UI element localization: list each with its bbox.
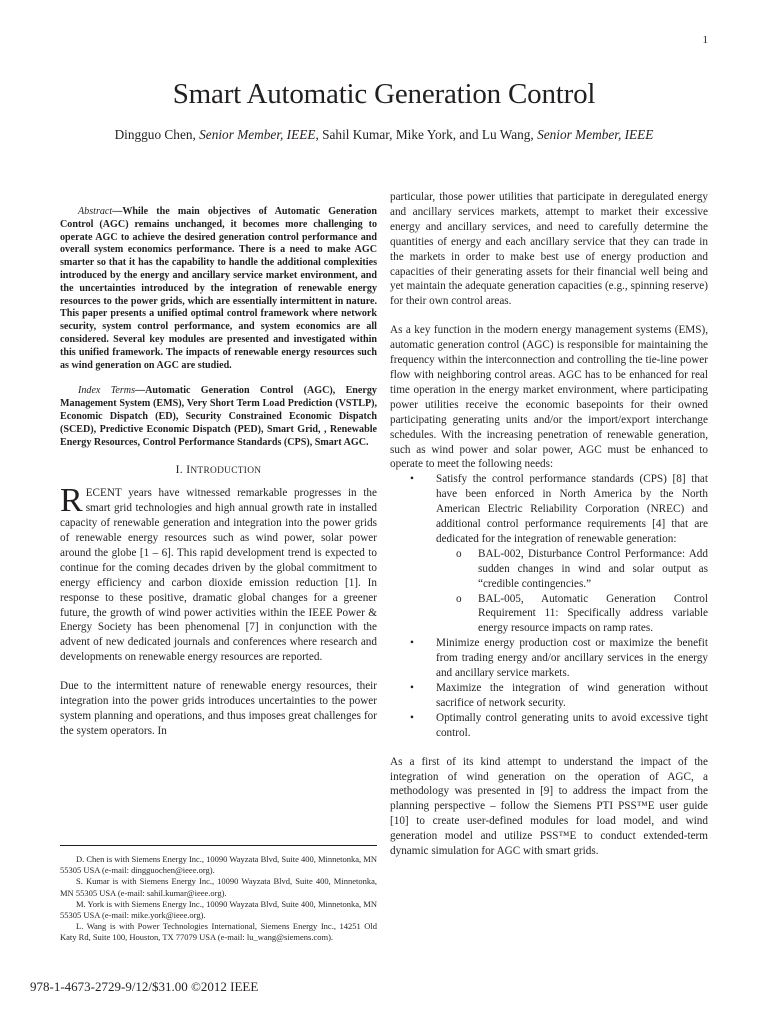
footnotes <box>60 845 377 944</box>
intro-paragraph-1-text: ECENT years have witnessed remarkable progresses in the smart grid technologies and high annual growth rate in installed capacity of renewable generation and integration into the power grids of renewable energy resources such as wind power, solar power around the globe [1 – 6]. This rapid development trend is expected to continue for the coming decades driven by the global commitment to energy efficiency and carbon dioxide emission reduction [1]. In response to these positive, dramatic global changes for a greener future, the growth of wind power activities within the IEEE Power & Energy Society has been phenomenal [7] in conjunction with the advent of new dedicated journals and conferences where research and developments on renewable energy resources are reported. <box>60 487 377 664</box>
footnote-wang: L. Wang is with Power Technologies International, Siemens Energy Inc., 14251 Old Katy Rd, Suite 100, Houston, TX 77079 USA (e-mail: lu_wang@siemens.com). <box>60 921 377 943</box>
section-heading-introduction <box>60 463 377 479</box>
paper-title: Smart Automatic Generation Control <box>172 78 596 110</box>
sub-list-item-text: BAL-005, Automatic Generation Control Requirement 11: Specifically address variable energy resource impacts on ramp rates. <box>478 592 708 635</box>
sub-list-item <box>390 547 708 592</box>
list-item <box>390 472 708 636</box>
sub-list <box>390 547 708 636</box>
list-item-text: Minimize energy production cost or maximize the benefit from trading energy and/or ancillary services in the energy and ancillary service markets. <box>436 637 708 680</box>
footnote-kumar: S. Kumar is with Siemens Energy Inc., 10090 Wayzata Blvd, Suite 400, Minnetonka, MN 55305 USA (e-mail: sahil.kumar@ieee.org). <box>60 876 377 898</box>
right-column <box>390 190 708 859</box>
drop-cap: R <box>60 482 83 520</box>
author-1: Dingguo Chen, <box>114 127 200 142</box>
author-4-role: Senior Member, IEEE <box>537 127 654 142</box>
right-paragraph-1: particular, those power utilities that participate in deregulated energy and ancillary services markets, attempt to market their excessive energy and ancillary services, and need to carefully determine the quantities of energy and each ancillary service that they can trade in the markets in order to make best use of energy production and capacities of their generating assets for their financial well being and yet maintain the adequate generation capacities (e.g., spinning reserve) for their own control areas. <box>390 191 708 308</box>
intro-paragraph-2: Due to the intermittent nature of renewable energy resources, their integration into the power grids introduces uncertainties to the power system planning and operations, and thus imposes great challenges for the system operators. In <box>60 680 377 737</box>
circle-bullet-icon: o <box>456 547 462 560</box>
footnote-chen: D. Chen is with Siemens Energy Inc., 10090 Wayzata Blvd, Suite 400, Minnetonka, MN 55305 USA (e-mail: dingguochen@ieee.org). <box>60 854 377 876</box>
copyright-notice: 978-1-4673-2729-9/12/$31.00 ©2012 IEEE <box>30 979 259 994</box>
right-paragraph-3: As a first of its kind attempt to understand the impact of the integration of wind generation on the operation of AGC, a methodology was presented in [9] to address the impact from the planning perspective – follow the Siemens PTI PSS™E user guide [10] to create user-defined modules for load model, and wind generation model and utilize PSS™E to conduct extended-term dynamic simulation for AGC with smart grids. <box>390 755 708 858</box>
section-numeral: I. <box>175 463 187 477</box>
author-others: , Sahil Kumar, Mike York, and Lu Wang, <box>315 127 538 142</box>
bullet-icon: • <box>410 682 414 694</box>
footnote-york: M. York is with Siemens Energy Inc., 10090 Wayzata Blvd, Suite 400, Minnetonka, MN 55305 USA (e-mail: mike.york@ieee.org). <box>60 898 377 921</box>
index-terms <box>60 385 377 449</box>
index-terms-label: Index Terms <box>78 385 136 397</box>
bullet-icon: • <box>410 473 414 486</box>
right-paragraph-2: As a key function in the modern energy management systems (EMS), automatic generation control (AGC) is responsible for maintaining the frequency within the interconnection and controlling the tie-line power flow with neighboring control areas. AGC has to be enhanced for real time operation in the energy market environment, where participating power utilities receive the economic basepoints for their owned participating generating units and/or the import/export interchange schedules. With the increasing penetration of renewable generation, such as wind power and solar power, AGC must be enhanced to operate to meet the following needs: <box>390 324 708 471</box>
list-item <box>390 711 708 741</box>
section-title-rest: NTRODUCTION <box>190 466 262 477</box>
list-item-text: Satisfy the control performance standards (CPS) [8] that have been enforced in North America by the North American Electric Reliability Corporation (NREC) and additional control performance requirements [4] that are dedicated for the integration of renewable generation: <box>436 473 708 545</box>
list-item <box>390 636 708 681</box>
left-column <box>60 206 377 739</box>
abstract-text: —While the main objectives of Automatic Generation Control (AGC) remains unchanged, it becomes more challenging to operate AGC to achieve the desired generation control performance and overall system economics performance. There is a need to make AGC smarter so that it has the capability to handle the additional complexities introduced by the energy and ancillary service market environment, and the uncertainties introduced by the integration of renewable energy resources to the power grids, which are essentially intermittent in nature. This paper presents a unified optimal control framework where network security, system control performance, and system economics are all considered. Several key modules are presented and investigated within this unified framework. The impacts of renewable energy resources such as wind generation on AGC are studied. <box>60 206 377 371</box>
author-1-role: Senior Member, IEEE <box>199 127 316 142</box>
intro-paragraph-1 <box>60 482 377 665</box>
page-number: 1 <box>702 34 708 46</box>
bullet-icon: • <box>410 711 414 724</box>
sub-list-item-text: BAL-002, Disturbance Control Performance: Add sudden changes in wind and solar output as “credible contingencies.” <box>478 547 708 590</box>
author-line <box>0 127 768 143</box>
bullet-icon: • <box>410 637 414 650</box>
sub-list-item <box>390 592 708 637</box>
section-first-letter: I <box>186 463 191 477</box>
circle-bullet-icon: o <box>456 592 462 605</box>
list-item-text: Optimally control generating units to avoid excessive tight control. <box>436 711 708 739</box>
abstract <box>60 206 377 372</box>
needs-list <box>390 472 708 740</box>
abstract-label: Abstract <box>78 206 113 217</box>
list-item <box>390 681 708 711</box>
index-terms-text: —Automatic Generation Control (AGC), Energy Management System (EMS), Very Short Term Load Prediction (VSTLP), Economic Dispatch (ED), Security Constrained Economic Dispatch (SCED), Predictive Economic Dispatch (PED), Smart Grid, , Renewable Energy Resources, Control Performance Standards (CPS), Smart AGC. <box>60 385 377 448</box>
list-item-text: Maximize the integration of wind generation without sacrifice of network security. <box>436 682 708 709</box>
